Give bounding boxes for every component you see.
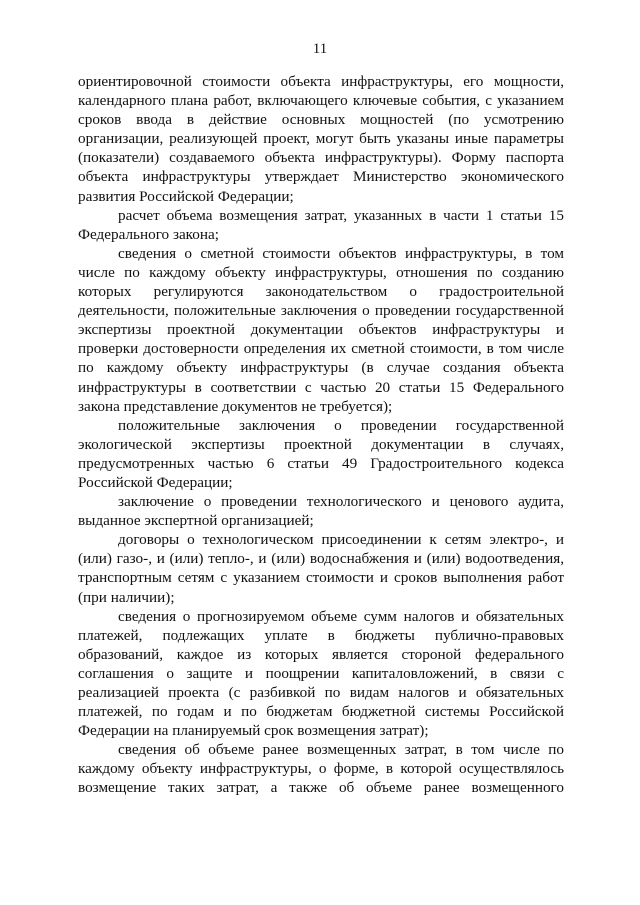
- paragraph-audit-conclusion: заключение о проведении технологического и ценового аудита, выданное экспертной организацией;: [78, 493, 564, 530]
- page-number: 11: [312, 41, 328, 57]
- paragraph-tax-forecast: сведения о прогнозируемом объеме сумм налогов и обязательных платежей, подлежащих уплате в бюджеты публично-правовых образований, каждое из которых является стороной федерального соглашения о защите и поощрении капиталовложений, в связи с реализацией проекта (с разбивкой по видам налогов и обязательных платежей, по годам и по бюджетам бюджетной системы Российской Федерации на планируемый срок возмещения затрат);: [78, 607, 564, 740]
- paragraph-ecological-expertise: положительные заключения о проведении государственной экологической экспертизы проектной документации в случаях, предусмотренных частью 6 статьи 49 Градостроительного кодекса Российской Федерации;: [78, 416, 564, 491]
- paragraph-cost-reimbursement-calculation: расчет объема возмещения затрат, указанных в части 1 статьи 15 Федерального закона;: [78, 206, 564, 243]
- document-body: [78, 72, 564, 798]
- paragraph-previous-reimbursement: сведения об объеме ранее возмещенных затрат, в том числе по каждому объекту инфраструктуры, о форме, в которой осуществлялось возмещение таких затрат, а также об объеме ранее возмещенного: [78, 741, 564, 797]
- paragraph-passport-continuation: ориентировочной стоимости объекта инфраструктуры, его мощности, календарного плана работ, включающего ключевые события, с указанием сроков ввода в действие основных мощностей (по усмотрению организации, реализующей проект, могут быть указаны иные параметры (показатели) создаваемого объекта инфраструктуры). Форму паспорта объекта инфраструктуры утверждает Министерство экономического развития Российской Федерации;: [78, 73, 564, 205]
- paragraph-connection-agreements: договоры о технологическом присоединении к сетям электро-, и (или) газо-, и (или) тепло-, и (или) водоснабжения и (или) водоотведения, транспортным сетям с указанием стоимости и сроков выполнения работ (при наличии);: [78, 531, 564, 606]
- paragraph-estimated-cost-info: сведения о сметной стоимости объектов инфраструктуры, в том числе по каждому объекту инфраструктуры, отношения по созданию которых регулируются законодательством о градостроительной деятельности, положительные заключения о проведении государственной экспертизы проектной документации объектов инфраструктуры и проверки достоверности определения их сметной стоимости, в том числе по каждому объекту инфраструктуры (в случае создания объекта инфраструктуры в соответствии с частью 20 статьи 15 Федерального закона представление документов не требуется);: [78, 244, 564, 415]
